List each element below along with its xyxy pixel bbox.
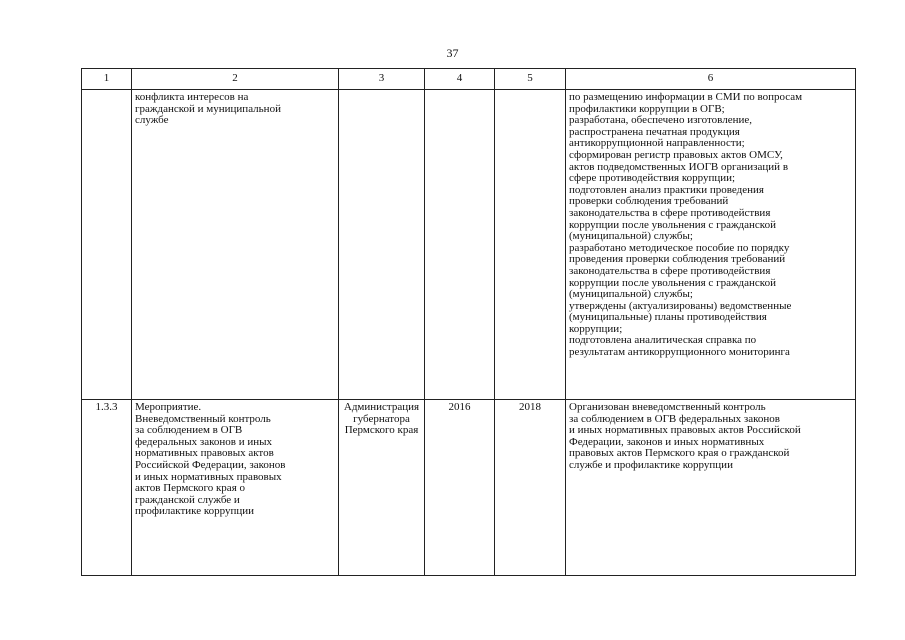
cell-text-line: подготовлена аналитическая справка по [569, 334, 757, 347]
cell-text-line: законодательства в сфере противодействия [569, 206, 771, 219]
cell-text-line: Мероприятие. [135, 401, 202, 413]
cell-text-line: сформирован регистр правовых актов ОМСУ, [569, 148, 783, 161]
cell-text-line: и иных нормативных правовых [135, 470, 282, 483]
cell-text-line: профилактике коррупции [135, 505, 255, 518]
cell-text-line: гражданской службе и [135, 493, 240, 506]
column-header-1: 1 [82, 69, 132, 90]
cell-text-line: гражданской и муниципальной [135, 102, 281, 115]
column-header-2: 2 [132, 69, 339, 90]
cell-text-line: утверждены (актуализированы) ведомственные [569, 299, 792, 312]
measures-table [81, 68, 856, 576]
cell-text-line: федеральных законов и иных [135, 435, 273, 448]
cell-text-line: Пермского края [344, 424, 419, 437]
column-header-4: 4 [425, 69, 495, 90]
cell-text-line: актов подведомственных ИОГВ организаций в [569, 160, 789, 173]
start-year-cell [425, 90, 495, 400]
column-header-3: 3 [339, 69, 425, 90]
cell-text-line: законодательства в сфере противодействия [569, 264, 771, 277]
cell-text-line: коррупции после увольнения с гражданской [569, 276, 776, 289]
cell-text-line: (муниципальной) службы; [569, 288, 693, 301]
start-year-cell: 2016 [425, 400, 495, 576]
cell-text-line: Организован вневедомственный контроль [569, 401, 766, 413]
cell-text-line: антикоррупционной направленности; [569, 137, 745, 150]
cell-text-line: коррупции после увольнения с гражданской [569, 218, 776, 231]
result-cell [566, 90, 856, 400]
cell-text-line: профилактики коррупции в ОГВ; [569, 102, 725, 115]
table-row-continued [82, 90, 856, 400]
cell-text-line: по размещению информации в СМИ по вопросам [569, 91, 803, 103]
cell-text-line: разработана, обеспечено изготовление, [569, 114, 753, 127]
cell-text-line: Федерации, законов и иных нормативных [569, 435, 765, 448]
cell-text-line: актов Пермского края о [135, 482, 245, 495]
row-number-cell: 1.3.3 [82, 400, 132, 576]
cell-text-line: губернатора [353, 412, 410, 425]
cell-text-line: Российской Федерации, законов [135, 458, 286, 471]
cell-text-line: службе и профилактике коррупции [569, 458, 733, 471]
column-header-5: 5 [495, 69, 566, 90]
cell-text-line: конфликта интересов на [135, 91, 249, 103]
table-header-row [82, 69, 856, 90]
row-number-cell [82, 90, 132, 400]
end-year-cell [495, 90, 566, 400]
page-number: 37 [446, 46, 459, 60]
cell-text-line: правовых актов Пермского края о гражданской [569, 447, 790, 460]
column-header-6: 6 [566, 69, 856, 90]
cell-text-line: нормативных правовых актов [135, 447, 274, 460]
activity-cell [132, 400, 339, 576]
table-row-1-3-3 [82, 400, 856, 576]
cell-text-line: (муниципальной) службы; [569, 230, 693, 243]
cell-text-line: результатам антикоррупционного мониторинга [569, 346, 790, 359]
cell-text-line: коррупции; [569, 322, 623, 335]
cell-text-line: (муниципальные) планы противодействия [569, 311, 767, 324]
cell-text-line: проверки соблюдения требований [569, 195, 729, 208]
cell-text-line: распространена печатная продукция [569, 125, 740, 138]
cell-text-line: за соблюдением в ОГВ федеральных законов [569, 412, 780, 425]
executor-cell [339, 90, 425, 400]
cell-text-line: Вневедомственный контроль [135, 412, 271, 425]
cell-text-line: службе [135, 114, 169, 127]
cell-text-line: Администрация [343, 401, 420, 413]
cell-text-line: подготовлен анализ практики проведения [569, 183, 764, 196]
cell-text-line: и иных нормативных правовых актов Российской [569, 424, 801, 437]
executor-cell [339, 400, 425, 576]
result-cell [566, 400, 856, 576]
cell-text-line: разработано методическое пособие по порядку [569, 241, 790, 254]
end-year-cell: 2018 [495, 400, 566, 576]
cell-text-line: проведения проверки соблюдения требований [569, 253, 786, 266]
cell-text-line: за соблюдением в ОГВ [135, 424, 243, 437]
cell-text-line: сфере противодействия коррупции; [569, 172, 736, 185]
activity-cell [132, 90, 339, 400]
